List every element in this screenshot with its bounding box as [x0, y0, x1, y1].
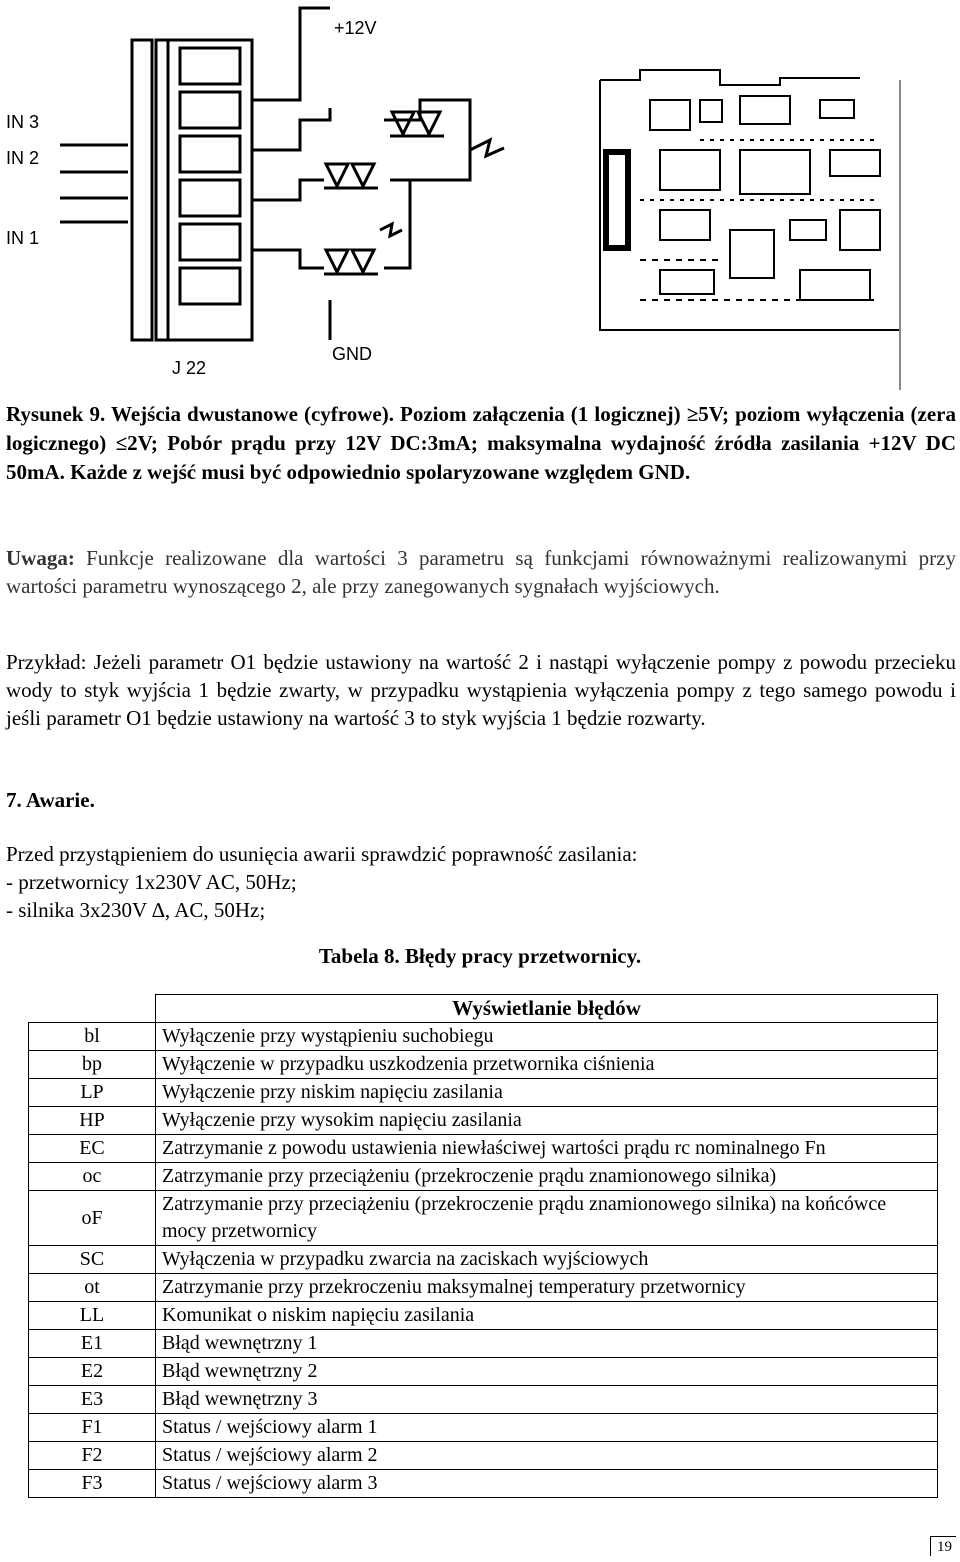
table-row [29, 1386, 938, 1414]
table-row [29, 1163, 938, 1191]
note-text: Funkcje realizowane dla wartości 3 parametru są funkcjami równoważnymi realizowanymi przy wartości parametru wynoszącego 2, ale przy zanegowanych sygnałach wyjściowych. [6, 546, 956, 598]
table-row [29, 1079, 938, 1107]
table-row [29, 1246, 938, 1274]
error-code: E2 [29, 1358, 156, 1386]
digital-inputs-figure [0, 0, 960, 398]
error-description: Zatrzymanie przy przeciążeniu (przekroczenie prądu znamionowego silnika) na końcówce mocy przetwornicy [156, 1191, 938, 1246]
wiring-diagram [0, 0, 960, 398]
error-code: LL [29, 1302, 156, 1330]
table-row [29, 1274, 938, 1302]
table-row [29, 1023, 938, 1051]
table-header-blank [29, 995, 156, 1023]
table-row [29, 1330, 938, 1358]
pcb-layout [600, 70, 900, 390]
opto-diodes [324, 112, 504, 274]
error-code: F3 [29, 1470, 156, 1498]
error-description: Wyłączenie przy niskim napięciu zasilania [156, 1079, 938, 1107]
error-description: Status / wejściowy alarm 1 [156, 1414, 938, 1442]
supply-line-2: - silnika 3x230V ∆, AC, 50Hz; [6, 898, 266, 922]
label-in1: IN 1 [6, 228, 40, 248]
error-code: E3 [29, 1386, 156, 1414]
error-table-body [29, 1023, 938, 1498]
input-leads [60, 145, 128, 222]
error-code: F1 [29, 1414, 156, 1442]
error-code: HP [29, 1107, 156, 1135]
label-12v: +12V [334, 18, 377, 38]
table-row [29, 1051, 938, 1079]
error-description: Wyłączenie przy wysokim napięciu zasilania [156, 1107, 938, 1135]
table-header-row [29, 995, 938, 1023]
error-code: bl [29, 1023, 156, 1051]
table-row [29, 1470, 938, 1498]
table-row [29, 1135, 938, 1163]
table-row [29, 1358, 938, 1386]
table-row [29, 1442, 938, 1470]
label-gnd: GND [332, 344, 372, 364]
table-row [29, 1191, 938, 1246]
note-paragraph [6, 544, 956, 600]
label-in2: IN 2 [6, 148, 40, 168]
error-code: ot [29, 1274, 156, 1302]
circuit-wiring [252, 8, 470, 340]
section-heading: 7. Awarie. [6, 788, 95, 812]
error-code: bp [29, 1051, 156, 1079]
error-code: oc [29, 1163, 156, 1191]
error-code: LP [29, 1079, 156, 1107]
error-description: Zatrzymanie z powodu ustawienia niewłaściwej wartości prądu rc nominalnego Fn [156, 1135, 938, 1163]
error-description: Zatrzymanie przy przekroczeniu maksymalnej temperatury przetwornicy [156, 1274, 938, 1302]
supply-line-1: - przetwornicy 1x230V AC, 50Hz; [6, 870, 297, 894]
error-table [28, 994, 938, 1498]
error-code: E1 [29, 1330, 156, 1358]
table-row [29, 1107, 938, 1135]
error-description: Błąd wewnętrzny 2 [156, 1358, 938, 1386]
error-description: Status / wejściowy alarm 3 [156, 1470, 938, 1498]
error-description: Wyłączenie w przypadku uszkodzenia przetwornika ciśnienia [156, 1051, 938, 1079]
label-j22: J 22 [172, 358, 207, 378]
supply-intro: Przed przystąpieniem do usunięcia awarii sprawdzić poprawność zasilania: [6, 842, 638, 866]
error-code: EC [29, 1135, 156, 1163]
page-number: 19 [930, 1536, 956, 1556]
example-paragraph: Przykład: Jeżeli parametr O1 będzie ustawiony na wartość 2 i nastąpi wyłączenie pompy z powodu przecieku wody to styk wyjścia 1 będzie zwarty, w przypadku wystąpienia wyłączenia pompy z tego samego powodu i jeśli parametr O1 będzie ustawiony na wartość 3 to styk wyjścia 1 będzie rozwarty. [6, 650, 956, 730]
error-code: F2 [29, 1442, 156, 1470]
label-in3: IN 3 [6, 112, 40, 132]
table-row [29, 1302, 938, 1330]
table-row [29, 1414, 938, 1442]
table-caption: Tabela 8. Błędy pracy przetwornicy. [318, 944, 642, 968]
note-label: Uwaga: [6, 546, 75, 570]
error-description: Błąd wewnętrzny 1 [156, 1330, 938, 1358]
error-description: Wyłączenia w przypadku zwarcia na zaciskach wyjściowych [156, 1246, 938, 1274]
error-description: Błąd wewnętrzny 3 [156, 1386, 938, 1414]
supply-requirements [6, 840, 638, 924]
error-code: oF [29, 1191, 156, 1246]
error-code: SC [29, 1246, 156, 1274]
error-description: Status / wejściowy alarm 2 [156, 1442, 938, 1470]
error-description: Wyłączenie przy wystąpieniu suchobiegu [156, 1023, 938, 1051]
error-description: Komunikat o niskim napięciu zasilania [156, 1302, 938, 1330]
connector-j22 [132, 40, 252, 340]
table-header: Wyświetlanie błędów [156, 995, 938, 1023]
error-description: Zatrzymanie przy przeciążeniu (przekroczenie prądu znamionowego silnika) [156, 1163, 938, 1191]
figure-caption: Rysunek 9. Wejścia dwustanowe (cyfrowe). Poziom załączenia (1 logicznej) ≥5V; poziom wyłączenia (zera logicznego) ≤2V; Pobór prądu przy 12V DC:3mA; maksymalna wydajność źródła zasilania +12V DC 50mA. Każde z wejść musi być odpowiednio spolaryzowane względem GND. [6, 402, 956, 484]
